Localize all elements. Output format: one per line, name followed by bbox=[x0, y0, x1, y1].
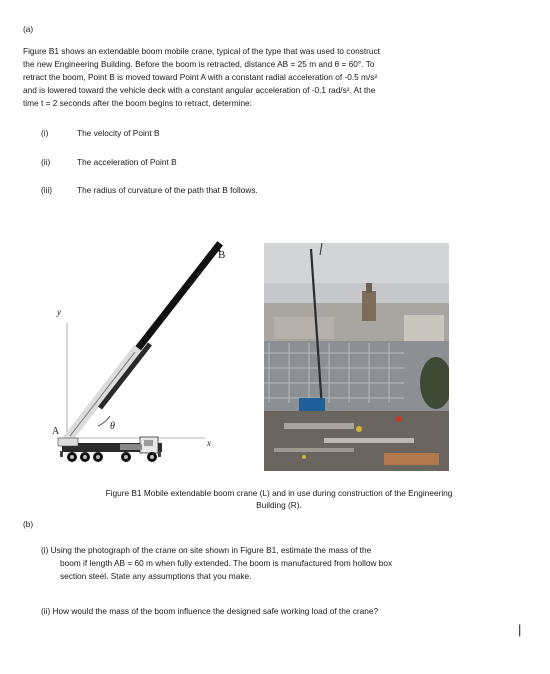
label-x: x bbox=[207, 438, 211, 448]
item-line: (i) Using the photograph of the crane on site shown in Figure B1, estimate the mass of the bbox=[41, 545, 372, 555]
crane-site-photo bbox=[264, 243, 449, 471]
intro-line: the new Engineering Building. Before the boom is retracted, distance AB = 25 m and θ = 60°. To bbox=[23, 59, 375, 69]
label-theta: θ bbox=[110, 421, 115, 432]
item-i-text: The velocity of Point B bbox=[77, 128, 160, 138]
intro-line: time t = 2 seconds after the boom begins to retract, determine: bbox=[23, 98, 252, 108]
label-b: B bbox=[218, 249, 226, 261]
item-iii-text: The radius of curvature of the path that B follows. bbox=[77, 185, 258, 195]
outrigger bbox=[60, 451, 63, 457]
part-a-label: (a) bbox=[23, 24, 34, 34]
truck-cab-window bbox=[144, 440, 153, 446]
wheel-hub bbox=[150, 455, 154, 459]
part-b-item-i bbox=[41, 544, 521, 583]
item-ii-number: (ii) bbox=[41, 157, 51, 167]
wheel-hub bbox=[70, 455, 74, 459]
part-a-intro bbox=[23, 45, 535, 110]
item-line: boom if length AB = 60 m when fully extended. The boom is manufactured from hollow box bbox=[60, 558, 393, 568]
caption-line: Figure B1 Mobile extendable boom crane (L) and in use during construction of the Engineering bbox=[105, 488, 453, 498]
label-a: A bbox=[52, 426, 60, 437]
item-line: section steel. State any assumptions that you make. bbox=[60, 571, 252, 581]
wheel-hub bbox=[124, 455, 128, 459]
intro-line: Figure B1 shows an extendable boom mobile crane, typical of the type that was used to construct bbox=[23, 46, 380, 56]
part-b-item-ii: (ii) How would the mass of the boom influence the designed safe working load of the crane? bbox=[41, 606, 379, 616]
wheel-hub bbox=[83, 455, 87, 459]
crane-diagram bbox=[40, 238, 245, 473]
item-ii-text: The acceleration of Point B bbox=[77, 157, 177, 167]
part-b-label: (b) bbox=[23, 519, 34, 529]
theta-arc bbox=[98, 416, 110, 426]
caption-line: Building (R). bbox=[256, 500, 302, 510]
intro-line: retract the boom, Point B is moved toward Point A with a constant radial acceleration of -0.5 m/s² bbox=[23, 72, 378, 82]
truck-side-box bbox=[120, 444, 142, 450]
church-tower bbox=[362, 291, 376, 321]
truck-rear-deck bbox=[58, 438, 78, 446]
photo-illustration bbox=[264, 243, 449, 471]
label-y: y bbox=[57, 307, 61, 317]
wheel-hub bbox=[96, 455, 100, 459]
outrigger bbox=[158, 451, 161, 457]
text-cursor: | bbox=[518, 622, 522, 637]
intro-line: and is lowered toward the vehicle deck with a constant angular acceleration of -0.1 rad/s². At the bbox=[23, 85, 376, 95]
item-i-number: (i) bbox=[41, 128, 49, 138]
boom-section-mid bbox=[100, 344, 150, 408]
figure-caption bbox=[23, 487, 535, 511]
item-iii-number: (iii) bbox=[41, 185, 53, 195]
